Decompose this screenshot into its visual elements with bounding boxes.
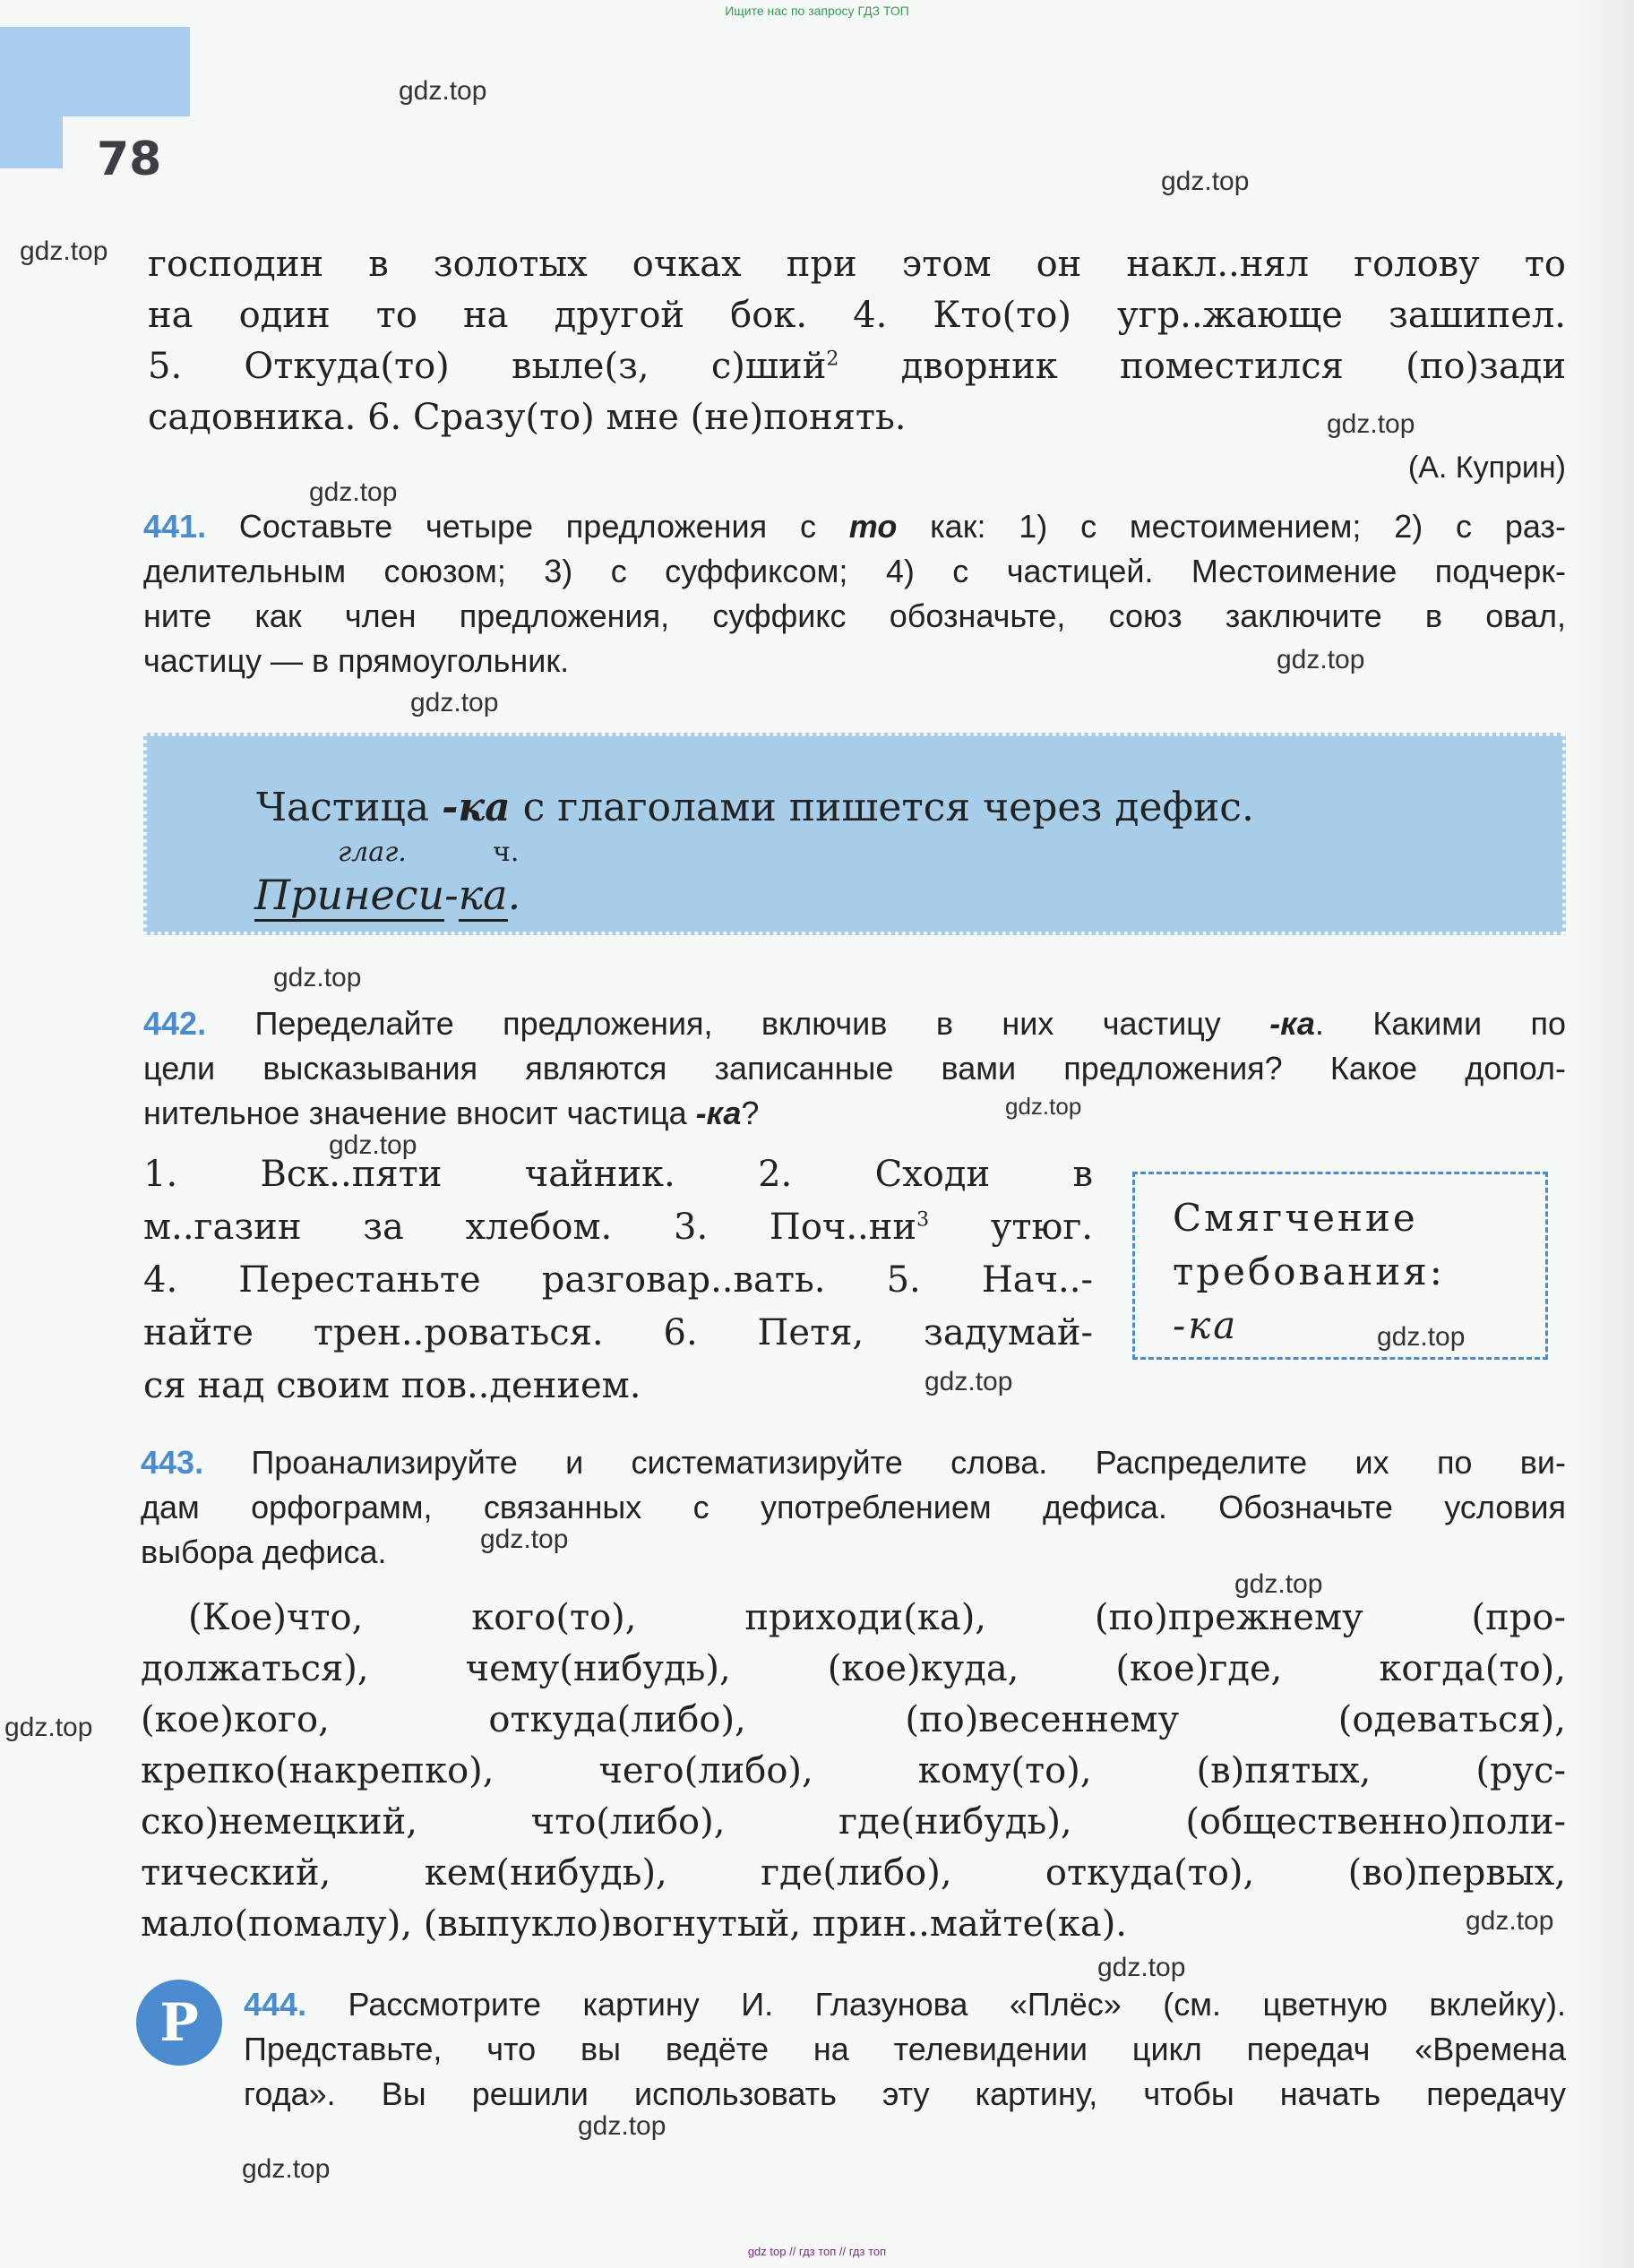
word-list-line: ско)немецкий, что(либо), где(нибудь), (общественно)поли- bbox=[141, 1801, 1566, 1843]
word-list-line: мало(помалу), (выпукло)вогнутый, прин..майте(ка). bbox=[141, 1903, 1128, 1945]
exercise-443-line: выбора дефиса. bbox=[141, 1533, 387, 1570]
word-list-line: (Кое)что, кого(то), приходи(ка), (по)прежнему (про- bbox=[188, 1597, 1566, 1638]
watermark: gdz.top bbox=[309, 477, 398, 507]
side-note bbox=[1132, 1172, 1548, 1360]
watermark: gdz.top bbox=[20, 236, 108, 266]
exercise-number: 444. bbox=[244, 1986, 307, 2023]
label-particle: ч. bbox=[493, 837, 520, 868]
watermark: gdz.top bbox=[1377, 1322, 1466, 1352]
word-list-line: крепко(накрепко), чего(либо), кому(то), (в)пятых, (рус- bbox=[141, 1750, 1566, 1791]
watermark: gdz.top bbox=[242, 2154, 331, 2184]
watermark: gdz.top bbox=[924, 1367, 1013, 1396]
watermark: gdz.top bbox=[1161, 167, 1250, 196]
side-note-line: -ка bbox=[1173, 1303, 1239, 1347]
watermark: gdz.top bbox=[4, 1713, 93, 1742]
watermark: gdz.top bbox=[399, 76, 487, 106]
watermark: gdz.top bbox=[578, 2111, 666, 2141]
top-note: Ищите нас по запросу ГДЗ ТОП bbox=[725, 4, 909, 18]
text-line: 5. Откуда(то) выле(з, с)ший$^2$ дворник поместился (по)зади bbox=[148, 346, 1566, 387]
label-verb: глаг. bbox=[338, 837, 407, 868]
exercise-444-line: 444. Рассмотрите картину И. Глазунова «Плёс» (см. цветную вклейку). bbox=[244, 1986, 1566, 2023]
watermark: gdz.top bbox=[1005, 1093, 1082, 1120]
exercise-number: 443. bbox=[141, 1444, 204, 1481]
page-edge-shadow bbox=[1571, 0, 1634, 2268]
bottom-note: gdz top // гдз топ // гдз топ bbox=[747, 2245, 887, 2258]
watermark: gdz.top bbox=[1234, 1569, 1323, 1599]
watermark: gdz.top bbox=[480, 1525, 569, 1554]
exercise-442-sentence: ся над своим пов..дением. bbox=[143, 1365, 641, 1406]
word-list-line: тический, кем(нибудь), где(либо), откуда(то), (во)первых, bbox=[141, 1852, 1566, 1894]
word-list-line: должаться), чему(нибудь), (кое)куда, (кое)где, когда(то), bbox=[141, 1648, 1566, 1689]
word-list-line: (кое)кого, откуда(либо), (по)весеннему (одеваться), bbox=[141, 1699, 1566, 1740]
watermark: gdz.top bbox=[1327, 409, 1415, 439]
exercise-442-sentence: м..газин за хлебом. 3. $Поч..ни^3$ утюг. bbox=[143, 1207, 1093, 1248]
rule-box bbox=[143, 733, 1566, 935]
watermark: gdz.top bbox=[273, 963, 362, 992]
watermark: gdz.top bbox=[329, 1130, 417, 1160]
exercise-441-line: делительным союзом; 3) с суффиксом; 4) с частицей. Местоимение подчерк- bbox=[143, 553, 1566, 589]
side-note-line: требования: bbox=[1173, 1250, 1445, 1293]
exercise-442-sentence: 4. Перестаньте разговар..вать. 5. Нач..- bbox=[143, 1259, 1093, 1301]
author-attribution: (А. Куприн) bbox=[1407, 451, 1566, 485]
text-line: садовника. 6. Сразу(то) мне (не)понять. bbox=[148, 397, 907, 438]
exercise-442-line: 442. Переделайте предложения, включив в них частицу -ка. Какими по bbox=[143, 1005, 1566, 1042]
exercise-442-line: нительное значение вносит частица -ка? bbox=[143, 1095, 760, 1131]
page-number: 78 bbox=[97, 133, 162, 186]
watermark: gdz.top bbox=[1097, 1953, 1186, 1982]
exercise-number: 442. bbox=[143, 1005, 207, 1042]
side-note-line: Смягчение bbox=[1173, 1196, 1418, 1240]
exercise-444-line: Представьте, что вы ведёте на телевидении цикл передач «Времена bbox=[244, 2031, 1566, 2067]
exercise-441-line: частицу — в прямоугольник. bbox=[143, 642, 570, 679]
text-line: господин в золотых очках при этом он накл..нял голову то bbox=[148, 244, 1566, 285]
exercise-441-line: 441. Составьте четыре предложения с то как: 1) с местоимением; 2) с раз- bbox=[143, 508, 1566, 545]
watermark: gdz.top bbox=[1277, 645, 1365, 674]
exercise-441-line: ните как член предложения, суффикс обозначьте, союз заключите в овал, bbox=[143, 597, 1566, 634]
speech-development-badge: Р bbox=[136, 1980, 222, 2066]
text-line: на один то на другой бок. 4. Кто(то) угр..жающе зашипел. bbox=[148, 295, 1566, 336]
exercise-number: 441. bbox=[143, 508, 207, 545]
rule-example: Принеси-ка. bbox=[254, 871, 520, 919]
watermark: gdz.top bbox=[1466, 1906, 1554, 1936]
exercise-443-line: 443. Проанализируйте и систематизируйте слова. Распределите их по ви- bbox=[141, 1444, 1566, 1481]
exercise-442-sentence: найте трен..роваться. 6. Петя, задумай- bbox=[143, 1312, 1093, 1353]
exercise-443-line: дам орфограмм, связанных с употреблением дефиса. Обозначьте условия bbox=[141, 1489, 1566, 1525]
watermark: gdz.top bbox=[410, 688, 499, 717]
exercise-442-line: цели высказывания являются записанные вами предложения? Какое допол- bbox=[143, 1050, 1566, 1087]
rule-text: Частица -ка с глаголами пишется через дефис. bbox=[256, 785, 1254, 830]
exercise-444-line: года». Вы решили использовать эту картину, чтобы начать передачу bbox=[244, 2075, 1566, 2112]
exercise-442-sentence: 1. Вск..пяти чайник. 2. Сходи в bbox=[143, 1154, 1093, 1195]
